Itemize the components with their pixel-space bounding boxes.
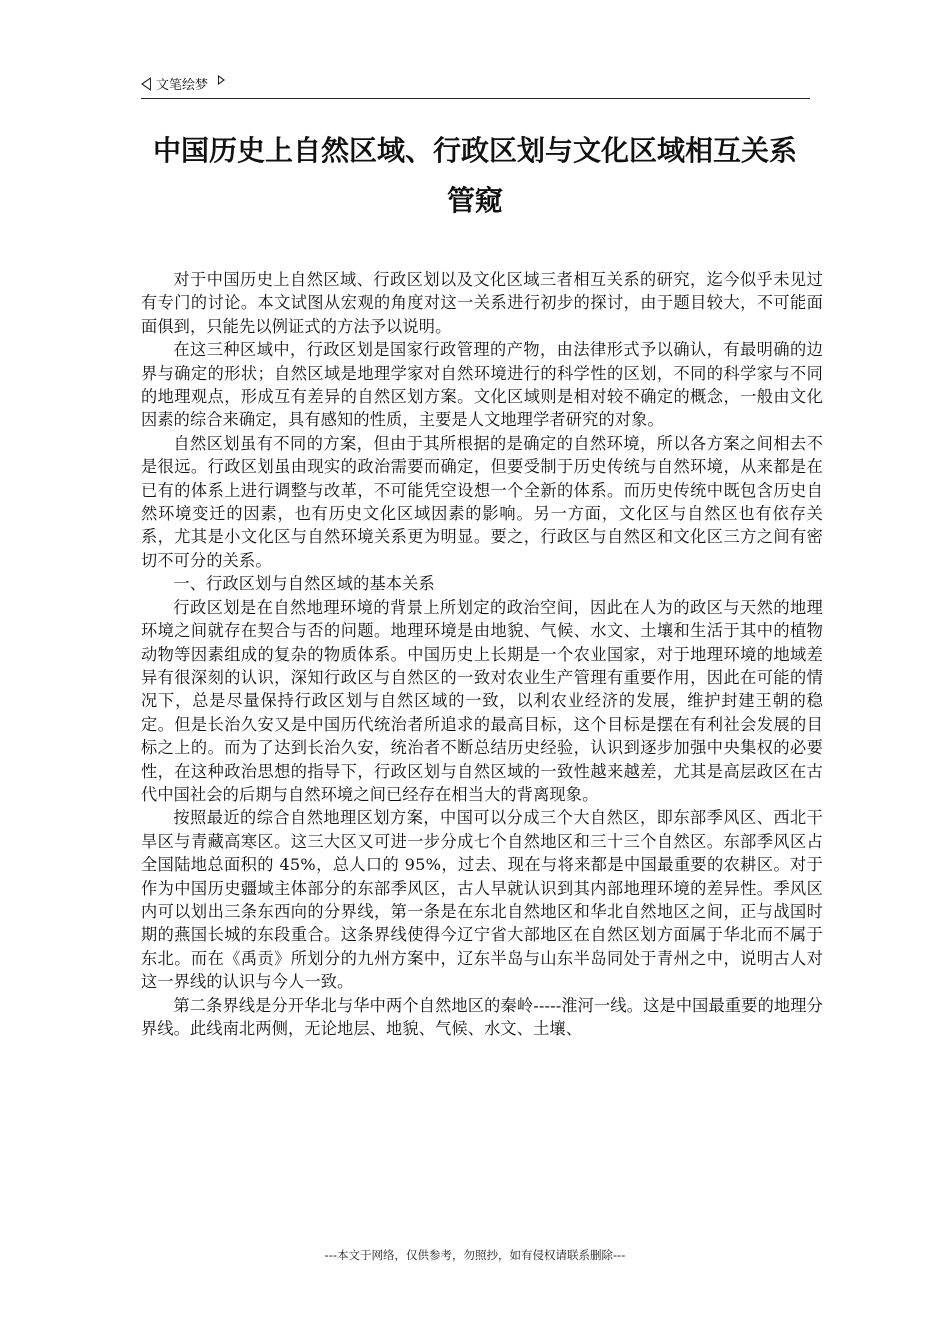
paragraph: 行政区划是在自然地理环境的背景上所划定的政治空间，因此在人为的政区与天然的地理环境之间就存在契合与否的问题。地理环境是由地貌、气候、水文、土壤和生活于其中的植物动物等因素组成的复杂的物质体系。中国历史上长期是一个农业国家，对于地理环境的地域差异有很深刻的认识，深知行政区与自然区的一致对农业生产管理有重要作用，因此在可能的情况下，总是尽量保持行政区划与自然区域的一致，以利农业经济的发展，维护封建王朝的稳定。但是长治久安又是中国历代统治者所追求的最高目标，这个目标是摆在有利社会发展的目标之上的。而为了达到长治久安，统治者不断总结历史经验，认识到逐步加强中央集权的必要性，在这种政治思想的指导下，行政区划与自然区域的一致性越来越差，尤其是高层政区在古代中国社会的后期与自然环境之间已经存在相当大的背离现象。 xyxy=(141,597,823,804)
paragraph: 在这三种区域中，行政区划是国家行政管理的产物，由法律形式予以确认，有最明确的边界与确定的形状；自然区域是地理学家对自然环境进行的科学性的区划，不同的科学家与不同的地理观点，形成互有差异的自然区划方案。文化区域则是相对较不确定的概念，一般由文化因素的综合来确定，具有感知的性质，主要是人文地理学者研究的对象。 xyxy=(141,340,823,430)
title-line-1: 中国历史上自然区域、行政区划与文化区域相互关系 xyxy=(152,134,797,167)
section-heading: 一、行政区划与自然区域的基本关系 xyxy=(173,574,435,594)
document-title xyxy=(120,126,830,226)
document-body xyxy=(141,268,823,1040)
page-footer: ---本文于网络，仅供参考，勿照抄，如有侵权请联系删除--- xyxy=(324,1248,626,1262)
page-header xyxy=(141,72,810,99)
paragraph: 对于中国历史上自然区域、行政区划以及文化区域三者相互关系的研究，迄今似乎未见过有专门的讨论。本文试图从宏观的角度对这一关系进行初步的探讨，由于题目较大，不可能面面俱到，只能先以例证式的方法予以说明。 xyxy=(141,270,823,336)
paragraph: 自然区划虽有不同的方案，但由于其所根据的是确定的自然环境，所以各方案之间相去不是很远。行政区划虽由现实的政治需要而确定，但要受制于历史传统与自然环境，从来都是在已有的体系上进行调整与改革，不可能凭空设想一个全新的体系。而历史传统中既包含历史自然环境变迁的因素，也有历史文化区域因素的影响。另一方面，文化区与自然区也有依存关系，尤其是小文化区与自然环境关系更为明显。要之，行政区与自然区和文化区三方之间有密切不可分的关系。 xyxy=(141,433,823,570)
triangle-right-icon xyxy=(218,75,225,85)
header-brand: 文笔绘梦 xyxy=(156,78,209,93)
title-line-2: 管窥 xyxy=(446,184,503,217)
paragraph: 按照最近的综合自然地理区划方案，中国可以分成三个大自然区，即东部季风区、西北干旱区与青藏高寒区。这三大区又可进一步分成七个自然地区和三十三个自然区。东部季风区占全国陆地总面积的 45%，总人口的 95%，过去、现在与将来都是中国最重要的农耕区。对于作为中国历史疆域主体部分的东部季风区，古人早就认识到其内部地理环境的差异性。季风区内可以划出三条东西向的分界线，第一条是在东北自然地区和华北自然地区之间，正与战国时期的燕国长城的东段重合。这条界线使得今辽宁省大部地区在自然区划方面属于华北而不属于东北。而在《禹贡》所划分的九州方案中，辽东半岛与山东半岛同处于青州之中，说明古人对这一界线的认识与今人一致。 xyxy=(141,808,823,992)
paragraph: 第二条界线是分开华北与华中两个自然地区的秦岭-----淮河一线。这是中国最重要的地理分界线。此线南北两侧，无论地层、地貌、气候、水文、土壤、 xyxy=(141,995,823,1038)
triangle-left-icon xyxy=(141,77,151,91)
header-brand-group xyxy=(141,74,225,93)
